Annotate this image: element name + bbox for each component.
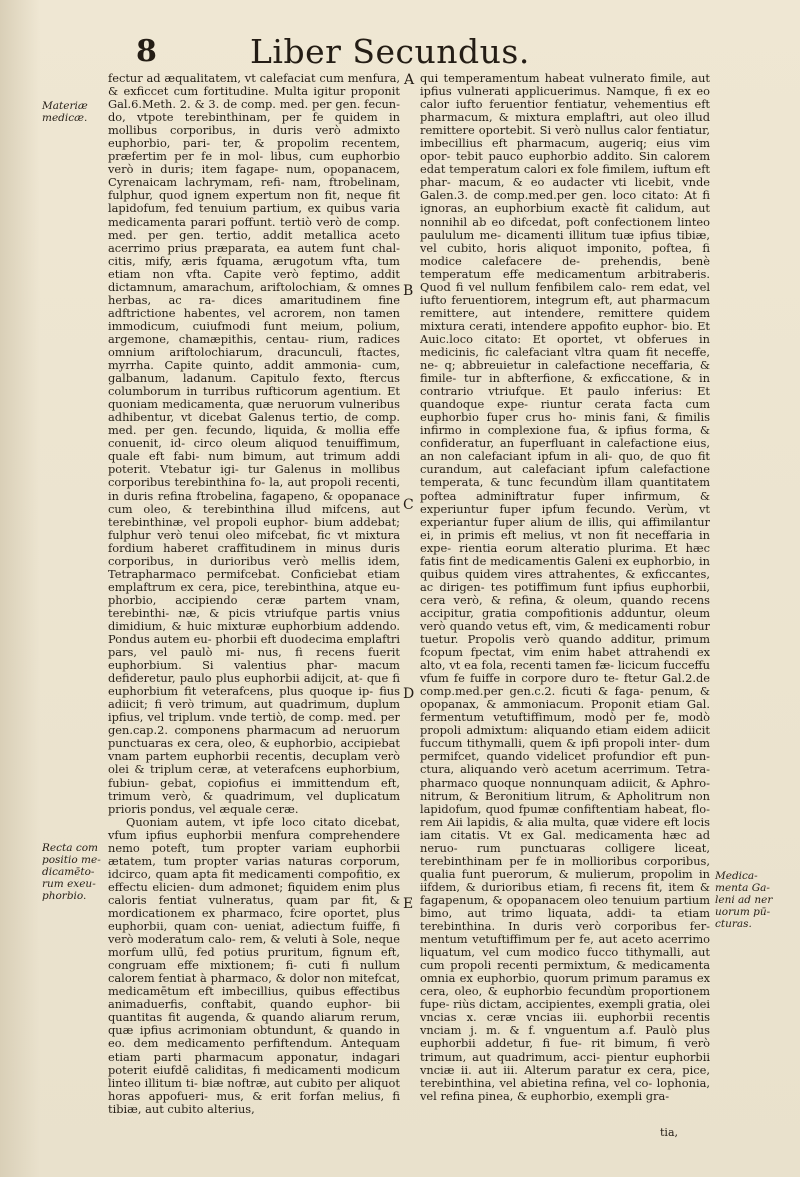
section-letter-e: E — [403, 896, 414, 912]
section-letter-c: C — [403, 497, 414, 513]
right-text-column — [420, 72, 710, 1103]
margin-note-materiae-medicae: Materiæ medicæ. — [42, 100, 88, 125]
section-letter-d: D — [403, 686, 415, 702]
left-text-column — [108, 72, 400, 1116]
page-gutter-shadow — [0, 0, 40, 1177]
page-header — [100, 30, 740, 76]
right-paragraph-1: qui temperamentum habeat vulnerato fimile, aut ipfius vulnerati applicuerimus. Namque, fi ex eo calor iufto feruentior fentiatur, vehementius eft pharmacum, & mixtura emplaftri, aut oleo illud remittere oportebit. Si verò nullus calor fentiatur, imbecillius eft pharmacum, augeriq; eius vim opor- tebit pauco euphorbio addito. Sin calorem edat temperatum calori ex fole fimilem, iuftum eft phar- macum, & eo audacter vti licebit, vnde Galen.3. de comp.med.per gen. loco citato: At fi ignoras, an euphorbium exactè fit calidum, aut nonnihil ab eo difcedat, poft confectionem linteo paululum me- dicamenti illitum tuæ ipfius tibiæ, vel cubito, horis aliquot imponito, poftea, fi modice calefacere de- prehendis, benè temperatum effe medicamentum arbitraberis. Quod fi vel nullum fenfibilem calo- rem edat, vel iufto feruentiorem, integrum eft, aut pharmacum remittere, aut intendere, remittere quidem mixtura cerati, intendere appofito euphor- bio. Et Auic.loco citato: Et oportet, vt obferues in medicinis, fic calefaciant vltra quam fit neceffe, ne- q; abbreuietur in calefactione neceffaria, & fimile- tur in abfterfione, & exficcatione, & in contrario vtriufque. Et paulo inferius: Et quandoque expe- riuntur cerata facta cum euphorbio fuper crus ho- minis fani, & fimilis infirmo in complexione fua, & ipfius forma, & confideratur, an fuperfluant in calefactione eius, an non calefaciant ipfum in ali- quo, de quo fit curandum, aut calefaciant ipfum calefactione temperata, & tunc fecundùm illam quantitatem poftea adminiftratur fuper infirmum, & experiuntur fuper ipfum fecundo. Verùm, vt experiantur fuper alium de illis, qui affimilantur ei, in primis eft melius, vt non fit neceffaria in expe- rientia eorum alteratio plurima. Et hæc fatis fint de medicamentis Galeni ex euphorbio, in quibus quidem vires attrahentes, & exficcantes, ac dirigen- tes potiffimum funt ipfius euphorbii, cera verò, & refina, & oleum, quando recens accipitur, gratia compofitionis adduntur, oleum verò quando vetus eft, vim, & medicamenti robur tuetur. Propolis verò quando additur, primum fcopum fpectat, vim enim habet attrahendi ex alto, vt ea fola, recenti tamen fæ- licicum fucceffu vfum fe fuiffe in corpore duro te- ftetur Gal.2.de comp.med.per gen.c.2. ficuti & faga- penum, & opopanax, & ammoniacum. Proponit etiam Gal. fermentum vetuftiffimum, modò per fe, modò propoli admixtum: aliquando etiam eidem adiicit fuccum tithymalli, quem & ipfi propoli inter- dum permifcet, quando videlicet profundior eft pun- ctura, aliquando verò acetum acerrimum. Tetra- pharmaco quoque nonnunquam adiicit, & Aphro- nitrum, & Beronitium litrum, & Apholitrum non lapidofum, quod fpumæ confiftentiam habeat, flo- rem Aii lapidis, & alia multa, quæ videre eft locis iam citatis. Vt ex Gal. medicamenta hæc ad neruo- rum punctuaras colligere liceat, terebinthinam per fe in mollioribus corporibus, qualia funt puerorum, & mulierum, propolim in iifdem, & durioribus etiam, fi recens fit, item & fagapenum, & opopanacem oleo tenuium partium bimo, aut trimo liquata, addi- ta etiam terebinthina. In duris verò corporibus fer- mentum vetuftiffimum per fe, aut aceto acerrimo liquatum, vel cum modico fucco tithymalli, aut cum propoli recenti permixtum, & medicamenta omnia ex euphorbio, quorum primum paramus ex cera, oleo, & euphorbio fecundùm proportionem fupe- riùs dictam, accipientes, exempli gratia, olei vncias x. ceræ vncias iii. euphorbii recentis vnciam j. m. & f. vnguentum a.f. Paulò plus euphorbii addetur, fi fue- rit bimum, fi verò trimum, aut quadrimum, acci- pientur euphorbii vnciæ ii. aut iii. Alterum paratur ex cera, pice, terebinthina, vel abietina refina, vel co- lophonia, vel refina pinea, & euphorbio, exempli gra- — [420, 71, 710, 1103]
margin-note-medicamenta-galeni: Medica- menta Ga- leni ad ner uorum pū- cturas. — [715, 870, 773, 931]
catchword: tia, — [660, 1126, 678, 1139]
left-paragraph-1: fectur ad æqualitatem, vt calefaciat cum menfura, & exficcet cum fortitudine. Multa igitur proponit Gal.6.Meth. 2. & 3. de comp. med. per gen. fecun- do, vtpote terebinthinam, per fe quidem in mollibus corporibus, in duris verò admixto euphorbio, pari- ter, & propolim recentem, præfertim per fe in mol- libus, cum euphorbio verò in duris; item fagape- num, opopanacem, Cyrenaicam lachrymam, refi- nam, ftrobelinam, fulphur, quod ignem expertum non fit, neque fit lapidofum, fed tenuium partium, ex quibus varia medicamenta parari poffunt. tertiò verò de comp. med. per gen. tertio, addit metallica aceto acerrimo prius præparata, ea autem funt chal- citis, mify, æris fquama, ærugotum vfta, tum etiam non vfta. Capite verò feptimo, addit dictamnum, amarachum, ariftolochiam, & omnes herbas, ac ra- dices amaritudinem fine adftrictione habentes, vel acrorem, non tamen immodicum, cuiufmodi funt meium, polium, argemone, chamæpithis, centau- rium, radices omnium ariftolochiarum, dracunculi, ftactes, myrrha. Capite quinto, addit ammonia- cum, galbanum, ladanum. Capitulo fexto, ftercus columborum in turribus rufticorum agentium. Et quoniam medicamenta, quæ neruorum vulneribus adhibentur, vt dicebat Galenus tertio, de comp. med. per gen. fecundo, liquida, & mollia effe conuenit, id- circo oleum aliquod tenuiffimum, quale eft fabi- num bimum, aut trimum addi poterit. Vtebatur igi- tur Galenus in mollibus corporibus terebinthina fo- la, aut propoli recenti, in duris refina ftrobelina, fagapeno, & opopanace cum oleo, & terebinthina illud mifcens, aut terebinthinæ, vel propoli euphor- bium addebat; fulphur verò tenui oleo mifcebat, fic vt mixtura fordium haberet craffitudinem in minus duris corporibus, in durioribus verò mellis idem, Tetrapharmaco permifcebat. Conficiebat etiam emplaftrum ex cera, pice, terebinthina, atque eu- phorbio, accipiendo ceræ partem vnam, terebinthi- næ, & picis vtriufque partis vnius dimidium, & huic mixturæ euphorbium addendo. Pondus autem eu- phorbii eft duodecima emplaftri pars, vel paulò mi- nus, fi recens fuerit euphorbium. Si valentius phar- macum defideretur, paulo plus euphorbii adijcit, at- que fi euphorbium fit veterafcens, plus quoque ip- fius adiicit; fi verò trimum, aut quadrimum, duplum ipfius, vel triplum. vnde tertiò, de comp. med. per gen.cap.2. componens pharmacum ad neruorum punctuaras ex cera, oleo, & euphorbio, accipiebat vnam partem euphorbii recentis, decuplam verò olei & triplum ceræ, at veterafcens euphorbium, fubiun- gebat, copiofius ei immittendum eft, trimum verò, & quadrimum, vel duplicatum prioris pondus, vel æquale ceræ. — [108, 71, 400, 816]
section-letter-a: A — [404, 72, 415, 88]
left-paragraph-2: Quoniam autem, vt ipfe loco citato dicebat, vfum ipfius euphorbii menfura comprehendere nemo poteft, tum propter variam euphorbii ætatem, tum propter varias naturas corporum, idcirco, quam apta fit medicamenti compofitio, ex effectu elicien- dum admonet; fiquidem enim plus caloris fentiat vulneratus, quam par fit, & mordicationem ex pharmaco, fcire oportet, plus euphorbii, quam con- ueniat, adiectum fuiffe, fi verò moderatum calo- rem, & veluti à Sole, neque morfum ullū, fed potius pruritum, fignum eft, congruam effe mixtionem; fi- cuti fi nullum calorem fentiat à pharmaco, & dolor non mitefcat, medicamētum eft imbecillius, quibus effectibus animaduerfis, conftabit, quando euphor- bii quantitas fit augenda, & quando aliarum rerum, quæ ipfius acrimoniam obtundunt, & quando in eo. dem medicamento perfiftendum. Antequam etiam parti pharmacum apponatur, indagari poterit eiufdē caliditas, fi medicamenti modicum linteo illitum ti- biæ noftræ, aut cubito per aliquot horas appofueri- mus, & erit forfan melius, fi tibiæ, aut cubito alterius, — [108, 814, 400, 1116]
page-number: 8 — [136, 34, 157, 69]
section-letter-b: B — [403, 283, 414, 299]
running-title: Liber Secundus. — [250, 32, 530, 71]
margin-note-recta-compositio: Recta com positio me- dicamēto- rum exeu- phorbio. — [42, 842, 101, 903]
